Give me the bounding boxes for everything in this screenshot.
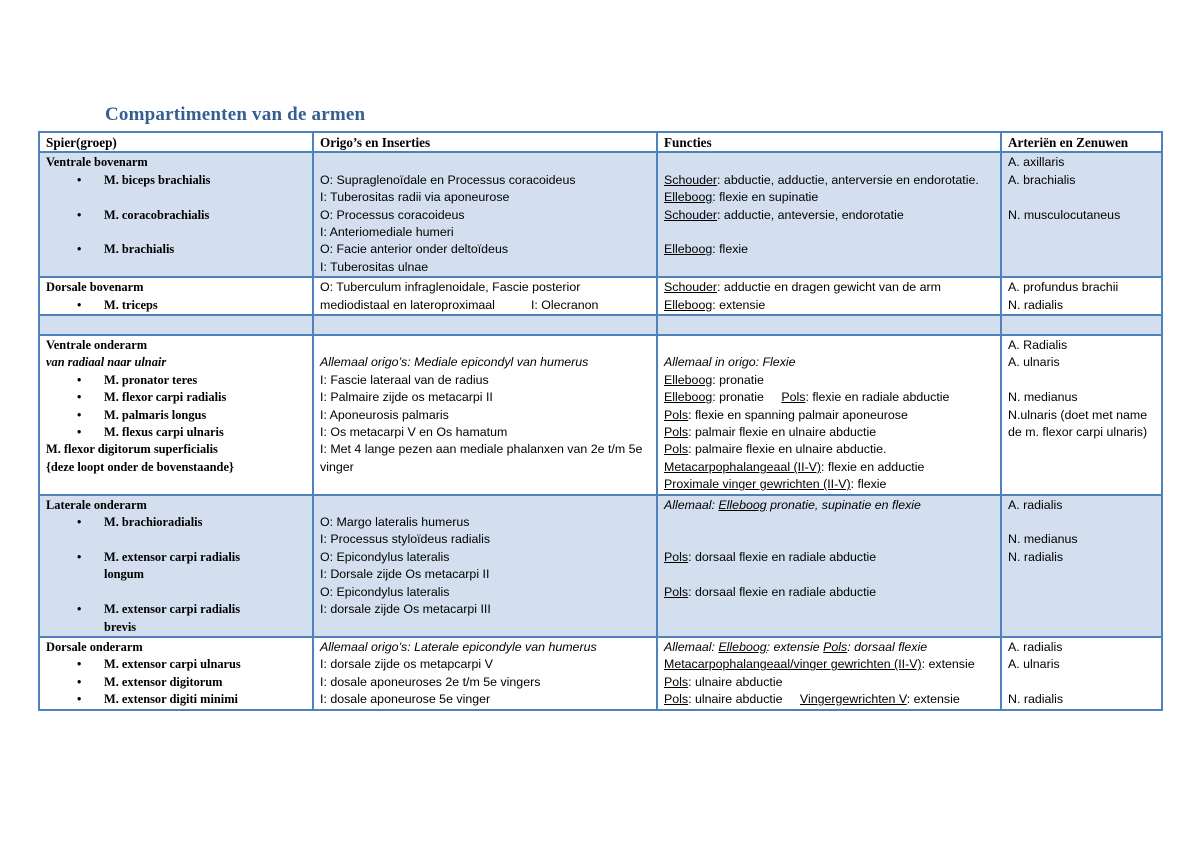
header-origos: Origo’s en Inserties bbox=[313, 132, 657, 152]
spacer-row bbox=[39, 315, 1162, 335]
muscle-item: • M. extensor carpi ulnarus bbox=[46, 656, 307, 673]
insertion-line: I: Olecranon bbox=[530, 297, 599, 312]
muscle-item: • M. brachioradialis bbox=[46, 514, 307, 531]
nerve-item: N. musculocutaneus bbox=[1008, 207, 1121, 222]
nerve-item: N. medianus bbox=[1008, 532, 1078, 547]
function-line bbox=[664, 172, 995, 207]
insertion-line: I: dorsale zijde os metapcarpi V bbox=[320, 657, 493, 672]
insertion-line: I: dorsale zijde Os metacarpi III bbox=[320, 602, 491, 617]
function-line bbox=[664, 407, 995, 424]
function-line bbox=[664, 441, 995, 458]
origin-line: O: Processus coracoideus bbox=[320, 207, 465, 222]
nerve-item: N. radialis bbox=[1008, 549, 1064, 564]
artery-item: A. Radialis bbox=[1008, 338, 1068, 353]
empty-cell bbox=[313, 315, 657, 335]
function-text: : flexie en radiale abductie bbox=[805, 390, 950, 405]
group-name: Laterale onderarm bbox=[46, 497, 147, 512]
muscle-item: • M. palmaris longus bbox=[46, 407, 307, 424]
artery-item: A. radialis bbox=[1008, 497, 1063, 512]
function-text: : flexie en adductie bbox=[821, 459, 925, 474]
muscle-note: {deze loopt onder de bovenstaande} bbox=[46, 459, 234, 474]
joint-label: Pols bbox=[823, 639, 848, 654]
intro-text: pronatie, supinatie en flexie bbox=[766, 497, 921, 512]
muscle-item: • M. biceps brachialis bbox=[46, 172, 307, 189]
joint-label: Elleboog bbox=[664, 242, 713, 257]
function-text: : extensie bbox=[921, 657, 975, 672]
joint-label: Vingergewrichten V bbox=[799, 692, 907, 707]
muscle-item: • M. brachialis bbox=[46, 241, 307, 258]
intro-text: : dorsaal flexie bbox=[847, 639, 928, 654]
function-text: : adductie, anteversie, endorotatie bbox=[717, 207, 904, 222]
arteries-cell bbox=[1001, 335, 1162, 495]
header-spiergroep: Spier(groep) bbox=[39, 132, 313, 152]
function-line bbox=[664, 459, 995, 476]
function-line bbox=[664, 476, 995, 493]
joint-label: Pols bbox=[664, 442, 689, 457]
insertion-line: I: Aponeurosis palmaris bbox=[320, 407, 449, 422]
empty-cell bbox=[1001, 315, 1162, 335]
empty-cell bbox=[657, 315, 1001, 335]
muscle-group-cell bbox=[39, 152, 313, 277]
insertion-line: I: dosale aponeuroses 2e t/m 5e vingers bbox=[320, 674, 541, 689]
function-line bbox=[664, 389, 995, 406]
joint-label: Elleboog bbox=[718, 639, 767, 654]
origin-line: O: Tuberculum infraglenoidale, Fascie posterior mediodistaal en lateroproximaal bbox=[320, 280, 581, 312]
origin-line: O: Epicondylus lateralis bbox=[320, 584, 450, 599]
joint-label: Metacarpophalangeaal (II-V) bbox=[664, 459, 822, 474]
function-text: : flexie en supinatie bbox=[712, 190, 819, 205]
function-line bbox=[664, 549, 995, 566]
table-row bbox=[39, 637, 1162, 710]
arteries-cell bbox=[1001, 152, 1162, 277]
origin-line: O: Margo lateralis humerus bbox=[320, 515, 470, 530]
origin-line: O: Supraglenoïdale en Processus coracoideus bbox=[320, 172, 576, 187]
group-name: Ventrale bovenarm bbox=[46, 155, 148, 170]
nerve-item: N. medianus bbox=[1008, 390, 1078, 405]
functions-cell bbox=[657, 335, 1001, 495]
artery-item: A. ulnaris bbox=[1008, 657, 1060, 672]
functions-intro bbox=[664, 497, 995, 514]
muscle-item: • M. flexus carpi ulnaris bbox=[46, 424, 307, 441]
nerve-item: N. radialis bbox=[1008, 692, 1064, 707]
origin-line: O: Facie anterior onder deltoïdeus bbox=[320, 242, 509, 257]
function-text: : extensie bbox=[906, 692, 960, 707]
functions-cell bbox=[657, 495, 1001, 637]
insertion-line: I: Tuberositas radii via aponeurose bbox=[320, 190, 510, 205]
muscle-group-cell bbox=[39, 637, 313, 710]
header-row bbox=[39, 132, 1162, 152]
functions-cell bbox=[657, 277, 1001, 315]
group-note: van radiaal naar ulnair bbox=[46, 355, 167, 370]
nerve-item: N.ulnaris (doet met name de m. flexor carpi ulnaris) bbox=[1008, 407, 1148, 440]
insertion-line: I: Dorsale zijde Os metacarpi II bbox=[320, 567, 490, 582]
joint-label: Elleboog bbox=[664, 372, 713, 387]
compartments-table bbox=[38, 131, 1163, 711]
joint-label: Pols bbox=[664, 674, 689, 689]
muscle-item: • M. coracobrachialis bbox=[46, 207, 307, 224]
table-row bbox=[39, 335, 1162, 495]
artery-item: A. profundus brachii bbox=[1008, 280, 1119, 295]
joint-label: Schouder bbox=[664, 280, 718, 295]
functions-intro: Allemaal in origo: Flexie bbox=[664, 355, 796, 370]
artery-item: A. radialis bbox=[1008, 639, 1063, 654]
muscle-group-cell bbox=[39, 277, 313, 315]
muscle-item: • M. extensor carpi radialis brevis bbox=[46, 601, 254, 636]
insertion-line: I: Met 4 lange pezen aan mediale phalanxen van 2e t/m 5e vinger bbox=[320, 442, 643, 474]
function-line bbox=[664, 691, 995, 708]
function-text: : flexie en spanning palmair aponeurose bbox=[688, 407, 908, 422]
insertion-line: I: Tuberositas ulnae bbox=[320, 259, 429, 274]
artery-item: A. brachialis bbox=[1008, 172, 1076, 187]
muscle-item: • M. extensor digitorum bbox=[46, 674, 307, 691]
muscle-item: • M. extensor digiti minimi bbox=[46, 691, 307, 708]
origins-intro: Allemaal origo’s: Mediale epicondyl van humerus bbox=[320, 355, 589, 370]
functions-cell bbox=[657, 637, 1001, 710]
muscle-item: • M. pronator teres bbox=[46, 372, 307, 389]
joint-label: Pols bbox=[664, 425, 689, 440]
insertion-line: I: Palmaire zijde os metacarpi II bbox=[320, 390, 493, 405]
nerve-item: N. radialis bbox=[1008, 297, 1064, 312]
joint-label: Elleboog bbox=[718, 497, 767, 512]
function-line bbox=[664, 297, 995, 314]
function-text: : palmair flexie en ulnaire abductie bbox=[688, 425, 877, 440]
intro-text: Allemaal: bbox=[664, 497, 719, 512]
origins-cell bbox=[313, 152, 657, 277]
insertion-line: I: Fascie lateraal van de radius bbox=[320, 372, 489, 387]
origins-cell bbox=[313, 637, 657, 710]
table-row bbox=[39, 152, 1162, 277]
muscle-group-cell bbox=[39, 495, 313, 637]
header-arterien: Arteriën en Zenuwen bbox=[1001, 132, 1162, 152]
function-text: : pronatie bbox=[712, 372, 764, 387]
group-name: Dorsale bovenarm bbox=[46, 280, 144, 295]
insertion-line: I: Os metacarpi V en Os hamatum bbox=[320, 425, 508, 440]
muscle-item: • M. flexor carpi radialis bbox=[46, 389, 307, 406]
function-text: : extensie bbox=[712, 297, 766, 312]
function-text: : flexie bbox=[712, 242, 749, 257]
joint-label: Pols bbox=[664, 407, 689, 422]
function-text: : adductie en dragen gewicht van de arm bbox=[717, 280, 941, 295]
origins-intro: Allemaal origo’s: Laterale epicondyle van humerus bbox=[320, 639, 597, 654]
functions-cell bbox=[657, 152, 1001, 277]
joint-label: Elleboog bbox=[664, 390, 713, 405]
table-row bbox=[39, 495, 1162, 637]
group-name: Ventrale onderarm bbox=[46, 338, 148, 353]
joint-label: Schouder bbox=[664, 207, 718, 222]
group-name: Dorsale onderarm bbox=[46, 639, 143, 654]
joint-label: Pols bbox=[664, 692, 689, 707]
function-line bbox=[664, 424, 995, 441]
function-line bbox=[664, 207, 995, 224]
origins-cell bbox=[313, 495, 657, 637]
joint-label: Schouder bbox=[664, 172, 718, 187]
function-line bbox=[664, 279, 995, 296]
arteries-cell bbox=[1001, 277, 1162, 315]
muscle-item: M. flexor digitorum superficialis bbox=[46, 442, 218, 457]
insertion-line: I: Anteriomediale humeri bbox=[320, 225, 454, 240]
functions-intro bbox=[664, 639, 995, 656]
muscle-item: • M. triceps bbox=[46, 297, 307, 314]
artery-item: A. ulnaris bbox=[1008, 355, 1060, 370]
function-text: : dorsaal flexie en radiale abductie bbox=[688, 549, 877, 564]
intro-text: : extensie bbox=[766, 639, 824, 654]
insertion-line: I: Processus styloïdeus radialis bbox=[320, 532, 491, 547]
joint-label: Elleboog bbox=[664, 297, 713, 312]
origins-cell bbox=[313, 335, 657, 495]
artery-item: A. axillaris bbox=[1008, 155, 1065, 170]
table-row bbox=[39, 277, 1162, 315]
function-text: : abductie, adductie, anterversie en endorotatie. bbox=[717, 172, 979, 187]
function-text: : pronatie bbox=[712, 390, 768, 405]
function-text: : ulnaire abductie bbox=[688, 674, 783, 689]
function-text: : palmaire flexie en ulnaire abductie. bbox=[688, 442, 887, 457]
function-text: : dorsaal flexie en radiale abductie bbox=[688, 584, 877, 599]
joint-label: Pols bbox=[664, 549, 689, 564]
function-line bbox=[664, 656, 995, 673]
function-line bbox=[664, 674, 995, 691]
document-title: Compartimenten van de armen bbox=[105, 104, 366, 125]
origins-cell bbox=[313, 277, 657, 315]
joint-label: Pols bbox=[664, 584, 689, 599]
muscle-item: • M. extensor carpi radialis longum bbox=[46, 549, 254, 584]
intro-text: Allemaal: bbox=[664, 639, 719, 654]
joint-label: Pols bbox=[781, 390, 806, 405]
function-text: : flexie bbox=[850, 477, 887, 492]
function-line bbox=[664, 241, 995, 258]
insertion-line: I: dosale aponeurose 5e vinger bbox=[320, 692, 491, 707]
function-text: : ulnaire abductie bbox=[688, 692, 786, 707]
origin-line: O: Epicondylus lateralis bbox=[320, 549, 450, 564]
empty-cell bbox=[39, 315, 313, 335]
joint-label: Proximale vinger gewrichten (II-V) bbox=[664, 477, 851, 492]
arteries-cell bbox=[1001, 637, 1162, 710]
function-line bbox=[664, 372, 995, 389]
joint-label: Metacarpophalangeaal/vinger gewrichten (II-V) bbox=[664, 657, 922, 672]
function-line bbox=[664, 584, 995, 601]
joint-label: Elleboog bbox=[664, 190, 713, 205]
header-functies: Functies bbox=[657, 132, 1001, 152]
muscle-group-cell bbox=[39, 335, 313, 495]
arteries-cell bbox=[1001, 495, 1162, 637]
